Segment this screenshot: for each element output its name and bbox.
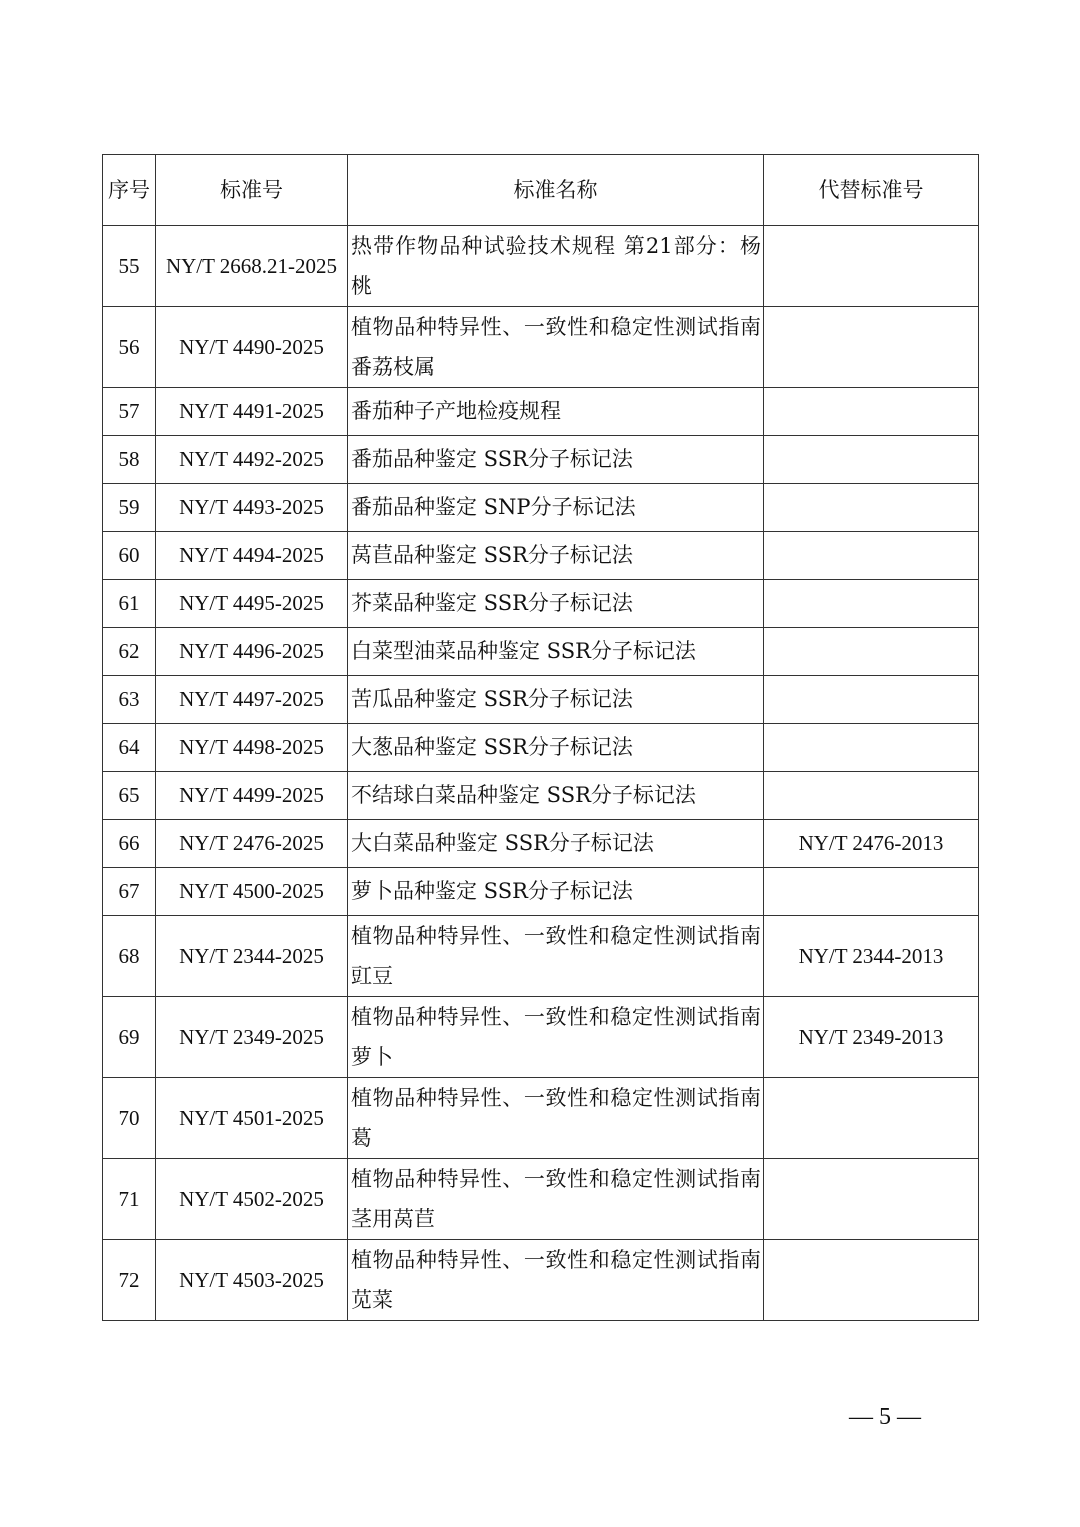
table-header-row (103, 155, 979, 226)
page-number: — 5 — (849, 1404, 921, 1430)
table-row (103, 916, 979, 997)
row-code: NY/T 2349-2025 (156, 997, 348, 1078)
row-name: 植物品种特异性、一致性和稳定性测试指南 豇豆 (348, 916, 764, 997)
row-seq: 61 (103, 580, 156, 628)
row-name: 番茄品种鉴定 SNP分子标记法 (348, 484, 764, 532)
table-row (103, 580, 979, 628)
row-seq: 68 (103, 916, 156, 997)
row-code: NY/T 2476-2025 (156, 820, 348, 868)
header-replaces: 代替标准号 (764, 155, 979, 226)
row-name: 植物品种特异性、一致性和稳定性测试指南 葛 (348, 1078, 764, 1159)
row-replaces (764, 1159, 979, 1240)
row-name: 大白菜品种鉴定 SSR分子标记法 (348, 820, 764, 868)
row-seq: 56 (103, 307, 156, 388)
row-name: 芥菜品种鉴定 SSR分子标记法 (348, 580, 764, 628)
row-name: 植物品种特异性、一致性和稳定性测试指南 萝卜 (348, 997, 764, 1078)
row-seq: 67 (103, 868, 156, 916)
row-seq: 59 (103, 484, 156, 532)
table-row (103, 724, 979, 772)
row-name: 番茄品种鉴定 SSR分子标记法 (348, 436, 764, 484)
row-seq: 66 (103, 820, 156, 868)
row-seq: 71 (103, 1159, 156, 1240)
table-row (103, 676, 979, 724)
row-replaces (764, 1240, 979, 1321)
row-code: NY/T 4501-2025 (156, 1078, 348, 1159)
table-row (103, 436, 979, 484)
row-name: 不结球白菜品种鉴定 SSR分子标记法 (348, 772, 764, 820)
row-name: 番茄种子产地检疫规程 (348, 388, 764, 436)
row-seq: 69 (103, 997, 156, 1078)
table-row (103, 484, 979, 532)
row-code: NY/T 4494-2025 (156, 532, 348, 580)
row-seq: 55 (103, 226, 156, 307)
row-name: 植物品种特异性、一致性和稳定性测试指南 番荔枝属 (348, 307, 764, 388)
table-row (103, 1078, 979, 1159)
row-replaces (764, 628, 979, 676)
row-replaces (764, 388, 979, 436)
row-code: NY/T 4497-2025 (156, 676, 348, 724)
row-seq: 72 (103, 1240, 156, 1321)
standards-table (102, 154, 979, 1321)
row-seq: 70 (103, 1078, 156, 1159)
row-replaces (764, 868, 979, 916)
row-name: 萝卜品种鉴定 SSR分子标记法 (348, 868, 764, 916)
row-code: NY/T 4499-2025 (156, 772, 348, 820)
row-seq: 62 (103, 628, 156, 676)
row-replaces (764, 676, 979, 724)
row-replaces: NY/T 2344-2013 (764, 916, 979, 997)
header-name: 标准名称 (348, 155, 764, 226)
row-code: NY/T 4493-2025 (156, 484, 348, 532)
table-row (103, 307, 979, 388)
row-code: NY/T 4496-2025 (156, 628, 348, 676)
table-row (103, 772, 979, 820)
table-row (103, 226, 979, 307)
table-row (103, 997, 979, 1078)
row-name: 白菜型油菜品种鉴定 SSR分子标记法 (348, 628, 764, 676)
row-replaces (764, 484, 979, 532)
header-code: 标准号 (156, 155, 348, 226)
header-seq: 序号 (103, 155, 156, 226)
row-code: NY/T 4495-2025 (156, 580, 348, 628)
row-name: 热带作物品种试验技术规程 第21部分：杨桃 (348, 226, 764, 307)
table-row (103, 388, 979, 436)
row-replaces: NY/T 2476-2013 (764, 820, 979, 868)
row-code: NY/T 4492-2025 (156, 436, 348, 484)
row-code: NY/T 4503-2025 (156, 1240, 348, 1321)
row-replaces: NY/T 2349-2013 (764, 997, 979, 1078)
row-seq: 65 (103, 772, 156, 820)
table-row (103, 1159, 979, 1240)
row-replaces (764, 772, 979, 820)
row-replaces (764, 226, 979, 307)
row-seq: 60 (103, 532, 156, 580)
row-replaces (764, 724, 979, 772)
row-seq: 64 (103, 724, 156, 772)
row-name: 植物品种特异性、一致性和稳定性测试指南 茎用莴苣 (348, 1159, 764, 1240)
row-seq: 57 (103, 388, 156, 436)
row-name: 苦瓜品种鉴定 SSR分子标记法 (348, 676, 764, 724)
table-row (103, 628, 979, 676)
row-code: NY/T 4502-2025 (156, 1159, 348, 1240)
row-seq: 63 (103, 676, 156, 724)
table-row (103, 1240, 979, 1321)
row-code: NY/T 2668.21-2025 (156, 226, 348, 307)
table-row (103, 820, 979, 868)
row-replaces (764, 580, 979, 628)
table-row (103, 868, 979, 916)
row-replaces (764, 1078, 979, 1159)
row-code: NY/T 4491-2025 (156, 388, 348, 436)
row-name: 植物品种特异性、一致性和稳定性测试指南 苋菜 (348, 1240, 764, 1321)
row-code: NY/T 4498-2025 (156, 724, 348, 772)
row-replaces (764, 307, 979, 388)
row-code: NY/T 2344-2025 (156, 916, 348, 997)
row-replaces (764, 436, 979, 484)
row-code: NY/T 4500-2025 (156, 868, 348, 916)
row-name: 大葱品种鉴定 SSR分子标记法 (348, 724, 764, 772)
row-replaces (764, 532, 979, 580)
row-seq: 58 (103, 436, 156, 484)
table-row (103, 532, 979, 580)
row-name: 莴苣品种鉴定 SSR分子标记法 (348, 532, 764, 580)
row-code: NY/T 4490-2025 (156, 307, 348, 388)
